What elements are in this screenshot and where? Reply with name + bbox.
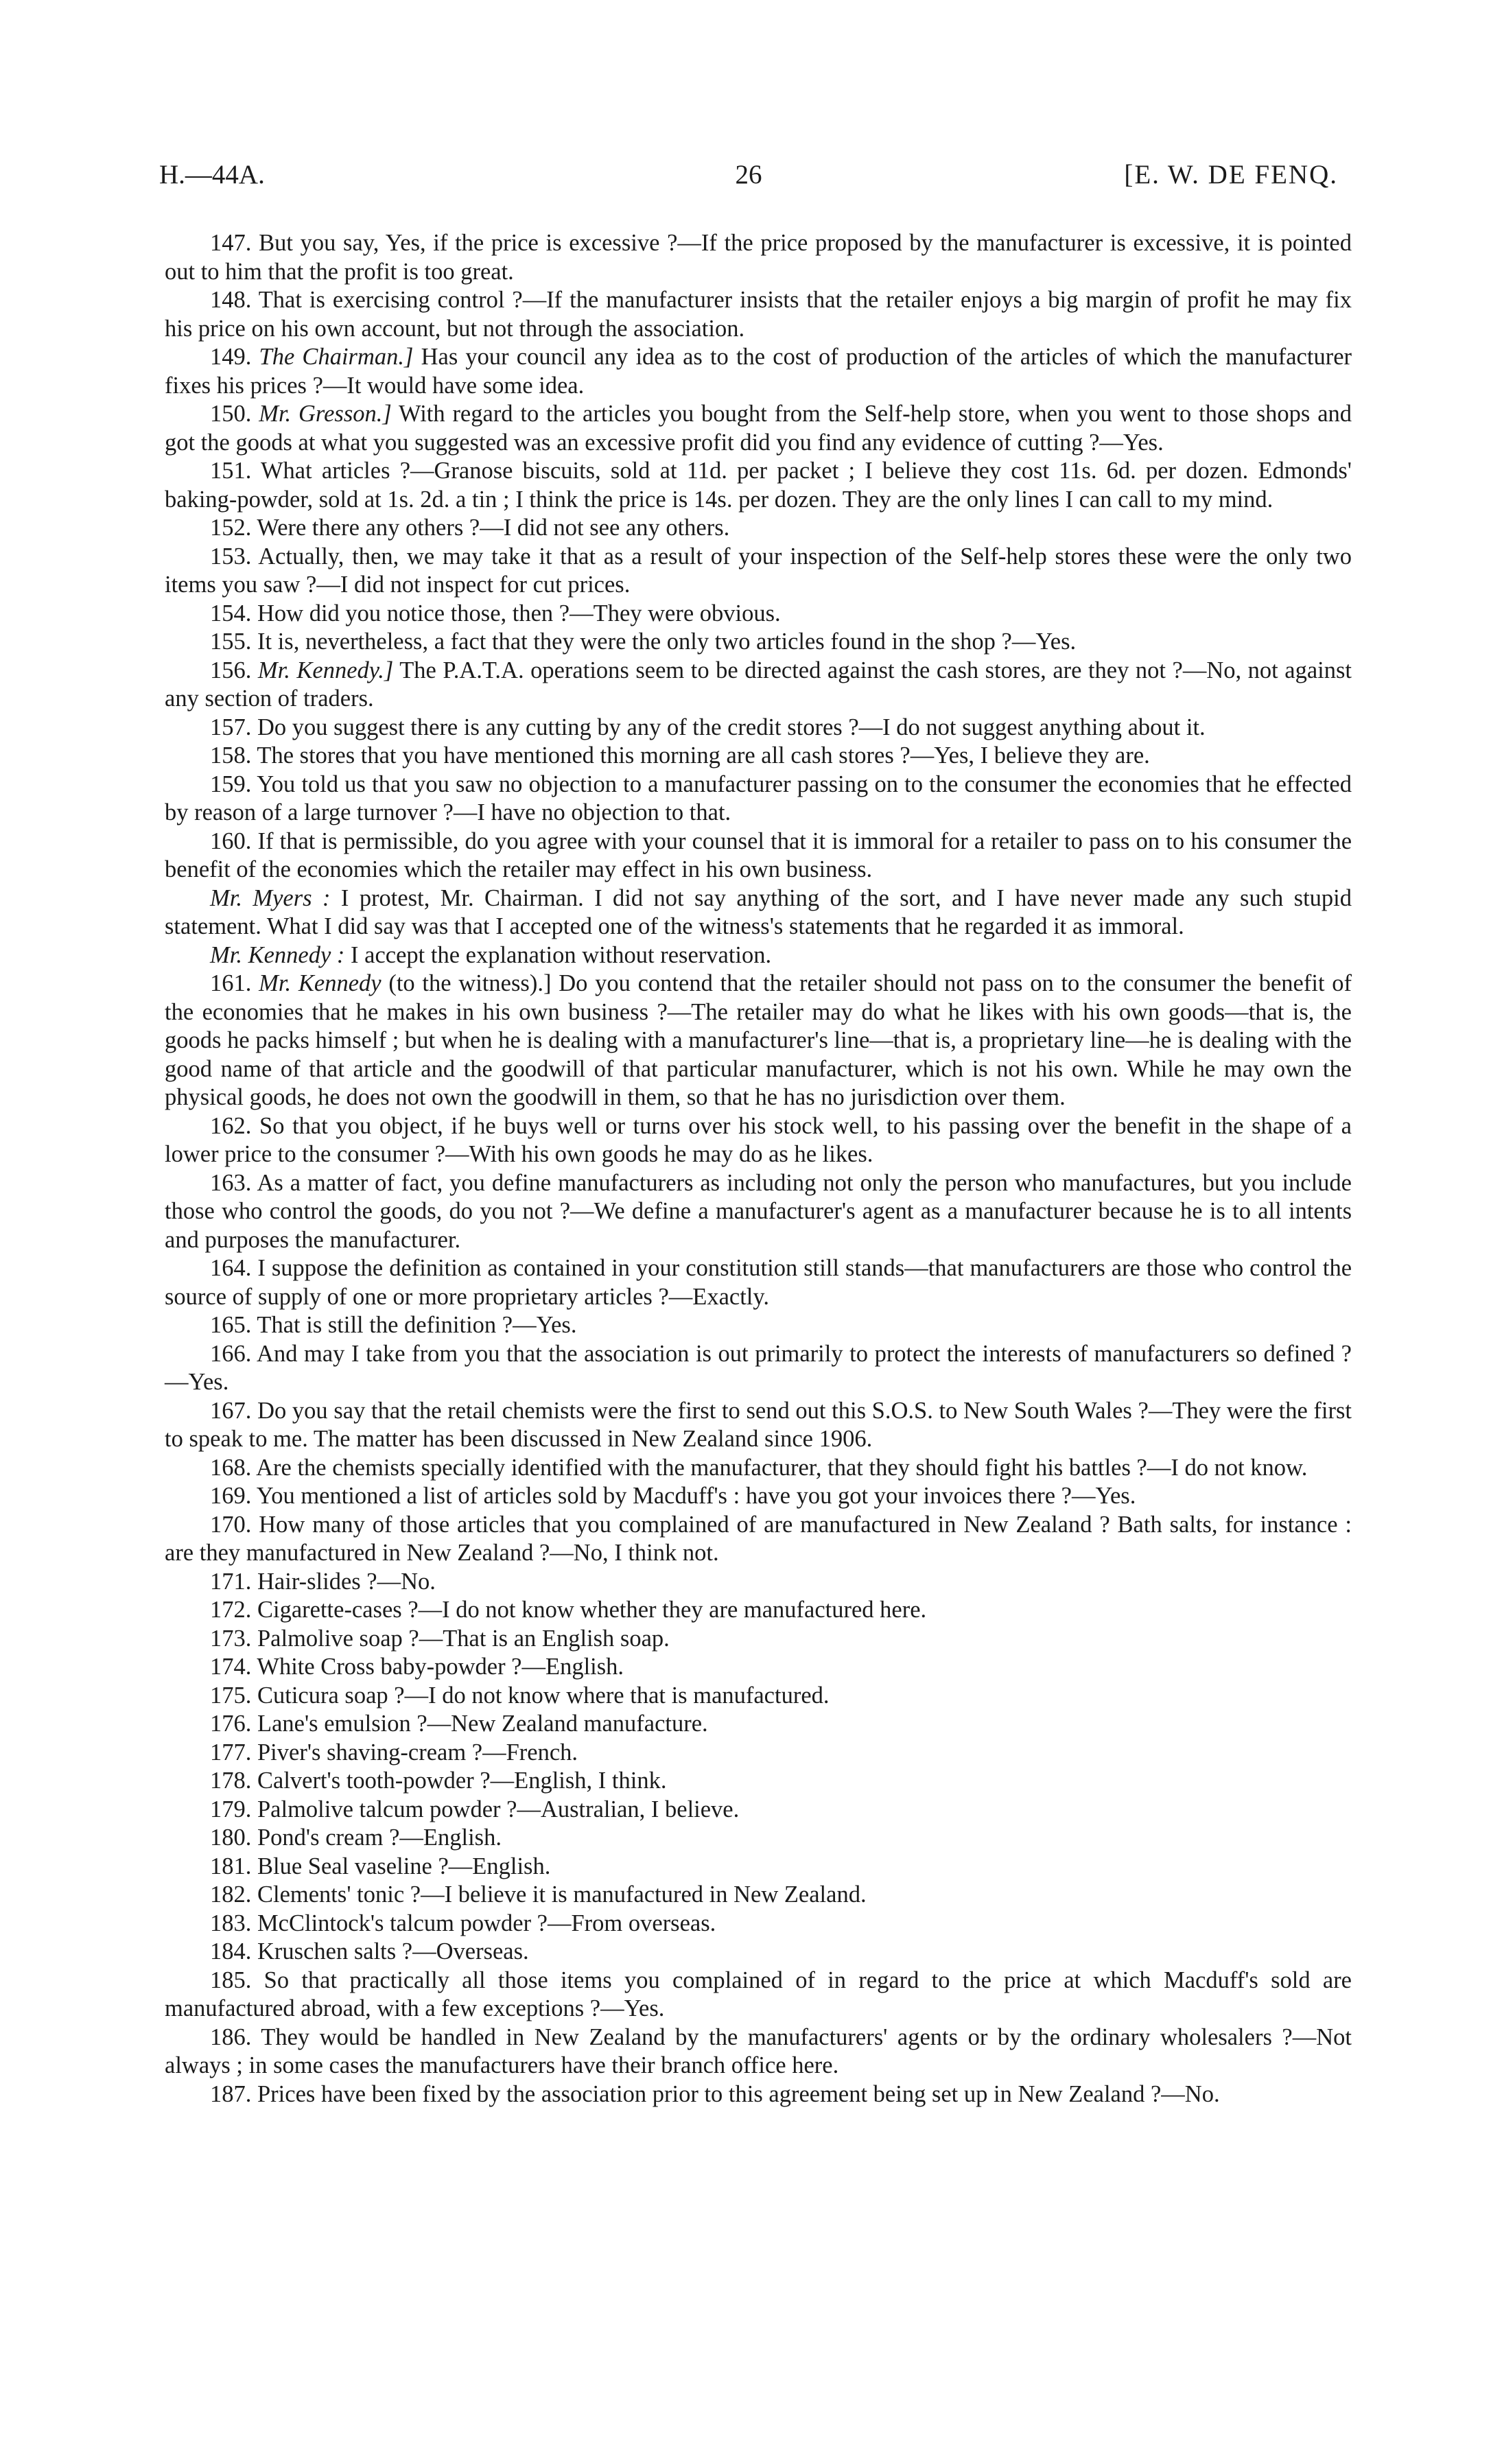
paragraph-text: Cigarette-cases ?—I do not know whether they are manufactured here.	[257, 1597, 927, 1623]
question-number: 155.	[210, 629, 252, 655]
paragraph	[165, 941, 1352, 970]
paragraph	[165, 1796, 1352, 1824]
paragraph	[165, 742, 1352, 771]
question-number: 167.	[210, 1397, 252, 1424]
question-number: 152.	[210, 515, 252, 541]
page-number: 26	[735, 160, 762, 189]
paragraph	[165, 1511, 1352, 1568]
question-number: 184.	[210, 1938, 252, 1964]
question-number: 177.	[210, 1739, 252, 1765]
paragraph-text: If that is permissible, do you agree with your counsel that it is immoral for a retailer to pass on to his consumer the benefit of the economies which the retailer may effect in his own business.	[165, 828, 1352, 882]
question-number: 171.	[210, 1568, 252, 1595]
question-number: 148.	[210, 287, 252, 313]
paragraph-text: The stores that you have mentioned this morning are all cash stores ?—Yes, I believe they are.	[257, 742, 1150, 768]
paragraph-text: Pond's cream ?—English.	[257, 1824, 502, 1851]
paragraph-text: Were there any others ?—I did not see any others.	[257, 515, 730, 541]
question-number: 185.	[210, 1967, 252, 1993]
question-number: 173.	[210, 1625, 252, 1652]
question-number: 147.	[210, 230, 252, 256]
paragraph	[165, 2080, 1352, 2109]
paragraph-text: Actually, then, we may take it that as a result of your inspection of the Self-help stores these were the only two items you saw ?—I did not inspect for cut prices.	[165, 543, 1352, 598]
paragraph-text: With regard to the articles you bought from the Self-help store, when you went to those shops and got the goods at what you suggested was an excessive profit did you find any evidence of cutting ?—Yes.	[165, 401, 1352, 456]
paragraph	[165, 1254, 1352, 1311]
paragraph	[165, 828, 1352, 884]
paragraph	[165, 514, 1352, 543]
paragraph-text: (to the witness).] Do you contend that the retailer should not pass on to the consumer the benefit of the economies that he makes in his own business ?—The retailer may do what he likes with his own goods—that is, the goods he packs himself ; but when he is dealing with a manufacturer's line—that is, a proprietary line—he is dealing with the good name of that article and the goodwill of that particular manufacturer, which is not his own. While he may own the physical goods, he does not own the goodwill in them, so that he has no jurisdiction over them.	[165, 970, 1352, 1110]
question-number: 154.	[210, 600, 252, 626]
paragraph-text: They would be handled in New Zealand by the manufacturers' agents or by the ordinary wholesalers ?—Not always ; in some cases the manufacturers have their branch office here.	[165, 2023, 1352, 2078]
question-number: 161.	[210, 970, 252, 996]
paragraph	[165, 229, 1352, 286]
paragraph	[165, 714, 1352, 742]
question-number: 153.	[210, 543, 252, 570]
speaker-label: Mr. Myers :	[210, 884, 331, 911]
paragraph-text: You told us that you saw no objection to a manufacturer passing on to the consumer the economies that he effected by reason of a large turnover ?—I have no objection to that.	[165, 771, 1352, 825]
paragraph-text: Do you say that the retail chemists were the first to send out this S.O.S. to New South Wales ?—They were the first to speak to me. The matter has been discussed in New Zealand since 1906.	[165, 1397, 1352, 1452]
paragraph-text: McClintock's talcum powder ?—From overseas.	[257, 1910, 716, 1936]
paragraph	[165, 1881, 1352, 1910]
paragraph-text: I suppose the definition as contained in your constitution still stands—that manufacturers are those who control the source of supply of one or more proprietary articles ?—Exactly.	[165, 1255, 1352, 1310]
question-number: 170.	[210, 1511, 252, 1538]
speaker-label: Mr. Kennedy.]	[257, 657, 394, 683]
paragraph-text: That is still the definition ?—Yes.	[257, 1312, 577, 1338]
speaker-label: Mr. Kennedy :	[210, 941, 345, 968]
question-number: 160.	[210, 828, 252, 854]
question-number: 181.	[210, 1853, 252, 1879]
question-number: 179.	[210, 1796, 252, 1822]
paragraph-text: Calvert's tooth-powder ?—English, I think.	[257, 1768, 667, 1794]
paragraph	[165, 1311, 1352, 1340]
speaker-label: Mr. Gresson.]	[259, 401, 392, 427]
paragraph	[165, 543, 1352, 600]
question-number: 178.	[210, 1768, 252, 1794]
question-number: 175.	[210, 1682, 252, 1709]
question-number: 166.	[210, 1340, 252, 1367]
question-number: 182.	[210, 1881, 252, 1908]
paragraph-text: I accept the explanation without reservation.	[351, 941, 772, 968]
speaker-label: Mr. Kennedy	[259, 970, 381, 996]
paragraph	[165, 628, 1352, 657]
paragraph-text: I protest, Mr. Chairman. I did not say anything of the sort, and I have never made any such stupid statement. What I did say was that I accepted one of the witness's statements that he regarded it as immoral.	[165, 884, 1352, 939]
question-number: 180.	[210, 1824, 252, 1851]
paragraph-text: So that practically all those items you complained of in regard to the price at which Macduff's sold are manufactured abroad, with a few exceptions ?—Yes.	[165, 1967, 1352, 2021]
paragraph-text: So that you object, if he buys well or turns over his stock well, to his passing over the benefit in the shape of a lower price to the consumer ?—With his own goods he may do as he likes.	[165, 1112, 1352, 1167]
paragraph	[165, 2023, 1352, 2080]
paragraph	[165, 1710, 1352, 1739]
question-number: 149.	[210, 344, 252, 370]
paragraph	[165, 1739, 1352, 1768]
question-number: 159.	[210, 771, 252, 797]
question-number: 151.	[210, 458, 252, 484]
question-number: 156.	[210, 657, 252, 683]
paragraph-text: Do you suggest there is any cutting by any of the credit stores ?—I do not suggest anything about it.	[257, 714, 1206, 740]
paragraph	[165, 657, 1352, 714]
paragraph	[165, 343, 1352, 400]
paragraph	[165, 1568, 1352, 1597]
paragraph	[165, 400, 1352, 457]
question-number: 158.	[210, 742, 252, 768]
paragraph	[165, 1169, 1352, 1255]
question-number: 174.	[210, 1654, 252, 1680]
question-number: 168.	[210, 1454, 252, 1481]
paragraph	[165, 1625, 1352, 1654]
question-number: 186.	[210, 2023, 252, 2050]
paragraph	[165, 600, 1352, 629]
paragraph-text: Hair-slides ?—No.	[257, 1568, 436, 1595]
paragraph-text: Prices have been fixed by the association prior to this agreement being set up in New Zealand ?—No.	[257, 2080, 1220, 2107]
document-body	[165, 229, 1352, 2109]
paragraph-text: But you say, Yes, if the price is excessive ?—If the price proposed by the manufacturer is excessive, it is pointed out to him that the profit is too great.	[165, 230, 1352, 285]
paragraph	[165, 884, 1352, 941]
question-number: 187.	[210, 2080, 252, 2107]
paragraph	[165, 1767, 1352, 1796]
question-number: 163.	[210, 1169, 252, 1196]
question-number: 172.	[210, 1597, 252, 1623]
question-number: 162.	[210, 1112, 252, 1139]
paragraph	[165, 1112, 1352, 1169]
question-number: 176.	[210, 1711, 252, 1737]
paragraph-text: It is, nevertheless, a fact that they were the only two articles found in the shop ?—Yes.	[257, 629, 1077, 655]
paragraph	[165, 1682, 1352, 1711]
report-reference: H.—44A.	[159, 160, 265, 189]
witness-name: [E. W. DE FENQ.	[1124, 160, 1338, 189]
paragraph	[165, 771, 1352, 828]
paragraph-text: That is exercising control ?—If the manufacturer insists that the retailer enjoys a big margin of profit he may fix his price on his own account, but not through the association.	[165, 287, 1352, 342]
paragraph-text: Cuticura soap ?—I do not know where that is manufactured.	[257, 1682, 830, 1709]
speaker-label: The Chairman.]	[259, 344, 414, 370]
paragraph-text: White Cross baby-powder ?—English.	[257, 1654, 624, 1680]
paragraph-text: Palmolive soap ?—That is an English soap.	[257, 1625, 670, 1652]
paragraph	[165, 1938, 1352, 1967]
paragraph	[165, 1482, 1352, 1511]
question-number: 164.	[210, 1255, 252, 1281]
paragraph-text: The P.A.T.A. operations seem to be directed against the cash stores, are they not ?—No, not against any section of traders.	[165, 657, 1352, 712]
paragraph-text: How did you notice those, then ?—They were obvious.	[257, 600, 781, 626]
question-number: 150.	[210, 401, 252, 427]
paragraph-text: Piver's shaving-cream ?—French.	[257, 1739, 578, 1765]
paragraph	[165, 1853, 1352, 1881]
paragraph-text: Palmolive talcum powder ?—Australian, I believe.	[257, 1796, 740, 1822]
paragraph	[165, 286, 1352, 343]
paragraph	[165, 1910, 1352, 1938]
question-number: 183.	[210, 1910, 252, 1936]
paragraph-text: As a matter of fact, you define manufacturers as including not only the person who manufactures, but you include those who control the goods, do you not ?—We define a manufacturer's agent as a manufacturer because he is to all intents and purposes the manufacturer.	[165, 1169, 1352, 1253]
paragraph-text: Lane's emulsion ?—New Zealand manufacture.	[257, 1711, 708, 1737]
paragraph	[165, 1340, 1352, 1397]
paragraph-text: Are the chemists specially identified with the manufacturer, that they should fight his battles ?—I do not know.	[256, 1454, 1308, 1481]
paragraph	[165, 457, 1352, 514]
paragraph-text: What articles ?—Granose biscuits, sold at 11d. per packet ; I believe they cost 11s. 6d. per dozen. Edmonds' baking-powder, sold at 1s. 2d. a tin ; I think the price is 14s. per dozen. They are the only lines I can call to my mind.	[165, 458, 1352, 513]
paragraph-text: And may I take from you that the association is out primarily to protect the interests of manufacturers so defined ?—Yes.	[165, 1340, 1352, 1395]
paragraph	[165, 1824, 1352, 1853]
paragraph	[165, 970, 1352, 1112]
paragraph-text: Kruschen salts ?—Overseas.	[257, 1938, 529, 1964]
paragraph-text: Has your council any idea as to the cost of production of the articles of which the manufacturer fixes his prices ?—It would have some idea.	[165, 344, 1352, 399]
paragraph	[165, 1967, 1352, 2023]
question-number: 157.	[210, 714, 252, 740]
paragraph	[165, 1596, 1352, 1625]
paragraph	[165, 1454, 1352, 1483]
paragraph-text: You mentioned a list of articles sold by Macduff's : have you got your invoices there ?—Yes.	[256, 1483, 1136, 1509]
paragraph	[165, 1653, 1352, 1682]
paragraph	[165, 1397, 1352, 1454]
paragraph-text: Blue Seal vaseline ?—English.	[257, 1853, 551, 1879]
page-header	[159, 159, 1338, 200]
paragraph-text: Clements' tonic ?—I believe it is manufactured in New Zealand.	[257, 1881, 867, 1908]
paragraph-text: How many of those articles that you complained of are manufactured in New Zealand ? Bath salts, for instance : are they manufactured in New Zealand ?—No, I think not.	[165, 1511, 1352, 1566]
question-number: 165.	[210, 1312, 252, 1338]
question-number: 169.	[210, 1483, 252, 1509]
